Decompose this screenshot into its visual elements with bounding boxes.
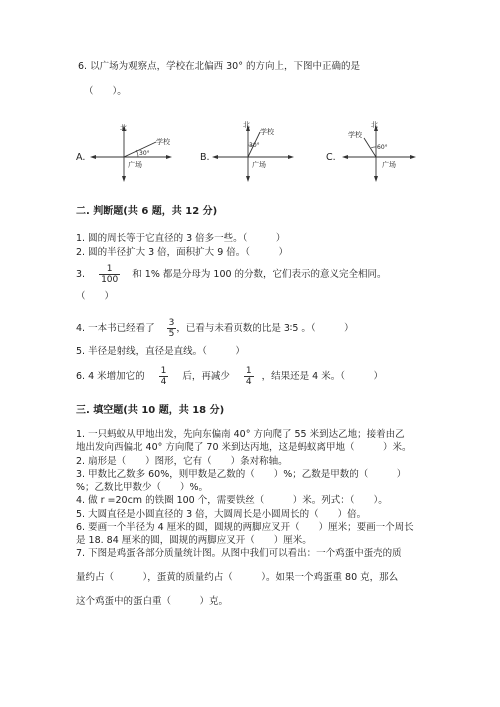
section-3-title: 三. 填空题(共 10 题，共 18 分) xyxy=(76,405,225,416)
fill-line: 这个鸡蛋中的蛋白重（ ）克。 xyxy=(76,596,229,607)
judgment-q1: 1. 圆的周长等于它直径的 3 倍多一些。（ ） xyxy=(76,233,286,244)
judgment-q4 xyxy=(76,318,354,339)
school-label: 学校 xyxy=(260,128,274,136)
fraction-3-5: $\frac{3}{5}$ xyxy=(168,318,175,339)
answer-blank: （ ） xyxy=(76,291,115,302)
option-letter: A. xyxy=(76,152,86,163)
fill-line: %；乙数比甲数少（ ）%。 xyxy=(76,482,209,493)
fill-line: 2. 扇形是（ ）图形，它有（ ）条对称轴。 xyxy=(76,456,288,467)
fill-line: 量约占（ ），蛋黄的质量约占（ ）。如果一个鸡蛋重 80 克，那么 xyxy=(76,572,399,583)
answer-blank: （ ）。 xyxy=(84,86,127,97)
judgment-q5: 5. 半径是射线，直径是直线。（ ） xyxy=(76,346,245,357)
section-2-title: 二. 判断题(共 6 题，共 12 分) xyxy=(76,206,218,217)
north-label: 北 xyxy=(120,124,127,132)
school-label: 学校 xyxy=(348,131,362,139)
option-a[interactable] xyxy=(76,118,176,184)
fill-line: 地出发向西偏北 40° 方向爬了 70 米到达丙地，这是蚂蚁离甲地（ ）米。 xyxy=(76,442,412,453)
angle-label: 30° xyxy=(249,142,260,149)
school-label: 学校 xyxy=(156,138,170,146)
question-text: 4. 一本书已经看了 xyxy=(76,323,155,334)
north-label: 北 xyxy=(371,121,378,129)
fraction-1-4: $\frac{1}{4}$ xyxy=(245,366,252,387)
plaza-label: 广场 xyxy=(252,161,266,169)
compass-diagram-b xyxy=(200,118,300,184)
option-b[interactable] xyxy=(200,118,300,184)
question-text: 和 1% 都是分母为 100 的分数，它们表示的意义完全相同。 xyxy=(132,269,387,280)
angle-label: 60° xyxy=(377,144,388,151)
question-text-mid: 后，再减少 xyxy=(182,371,230,382)
angle-label: 30° xyxy=(139,150,150,157)
plaza-label: 广场 xyxy=(128,161,142,169)
judgment-q3 xyxy=(76,264,387,285)
fraction-1-100: $\frac{1}{100}$ xyxy=(101,264,119,285)
judgment-q2: 2. 圆的半径扩大 3 倍，面积扩大 9 倍。（ ） xyxy=(76,247,289,258)
fill-line: 3. 甲数比乙数多 60%，则甲数是乙数的（ ）%；乙数是甲数的（ ） xyxy=(76,469,407,480)
fraction-1-4: $\frac{1}{4}$ xyxy=(160,366,167,387)
question-6-stem: 6. 以广场为观察点，学校在北偏西 30° 的方向上，下图中正确的是 xyxy=(78,61,360,72)
question-text: 6. 4 米增加它的 xyxy=(76,371,145,382)
fill-line: 1. 一只蚂蚁从甲地出发，先向东偏南 40° 方向爬了 55 米到达乙地；接着由乙 xyxy=(76,429,405,440)
option-letter: C. xyxy=(326,152,336,163)
question-text-rest: ，已看与未看页数的比是 3∶5 。（ ） xyxy=(176,323,354,334)
north-label: 北 xyxy=(243,121,250,129)
fill-line: 4. 做 r =20cm 的铁圈 100 个，需要铁丝（ ）米。列式：（ ）。 xyxy=(76,495,388,506)
fill-line: 5. 大圆直径是小圆直径的 3 倍，大圆周长是小圆周长的（ ）倍。 xyxy=(76,509,367,520)
question-text-rest: ，结果还是 4 米。（ ） xyxy=(261,371,383,382)
option-c[interactable] xyxy=(326,118,426,184)
option-letter: B. xyxy=(200,152,210,163)
plaza-label: 广场 xyxy=(382,161,396,169)
fill-line: 是 18. 84 厘米的圆，圆规的两脚应叉开（ ）厘米。 xyxy=(76,535,312,546)
judgment-q6 xyxy=(76,366,383,387)
question-number: 3. xyxy=(76,269,86,280)
fill-line: 7. 下图是鸡蛋各部分质量统计图。从图中我们可以看出：一个鸡蛋中蛋壳的质 xyxy=(76,548,402,559)
fill-line: 6. 要画一个半径为 4 厘米的圆，圆规的两脚应叉开（ ）厘米；要画一个周长 xyxy=(76,522,414,533)
